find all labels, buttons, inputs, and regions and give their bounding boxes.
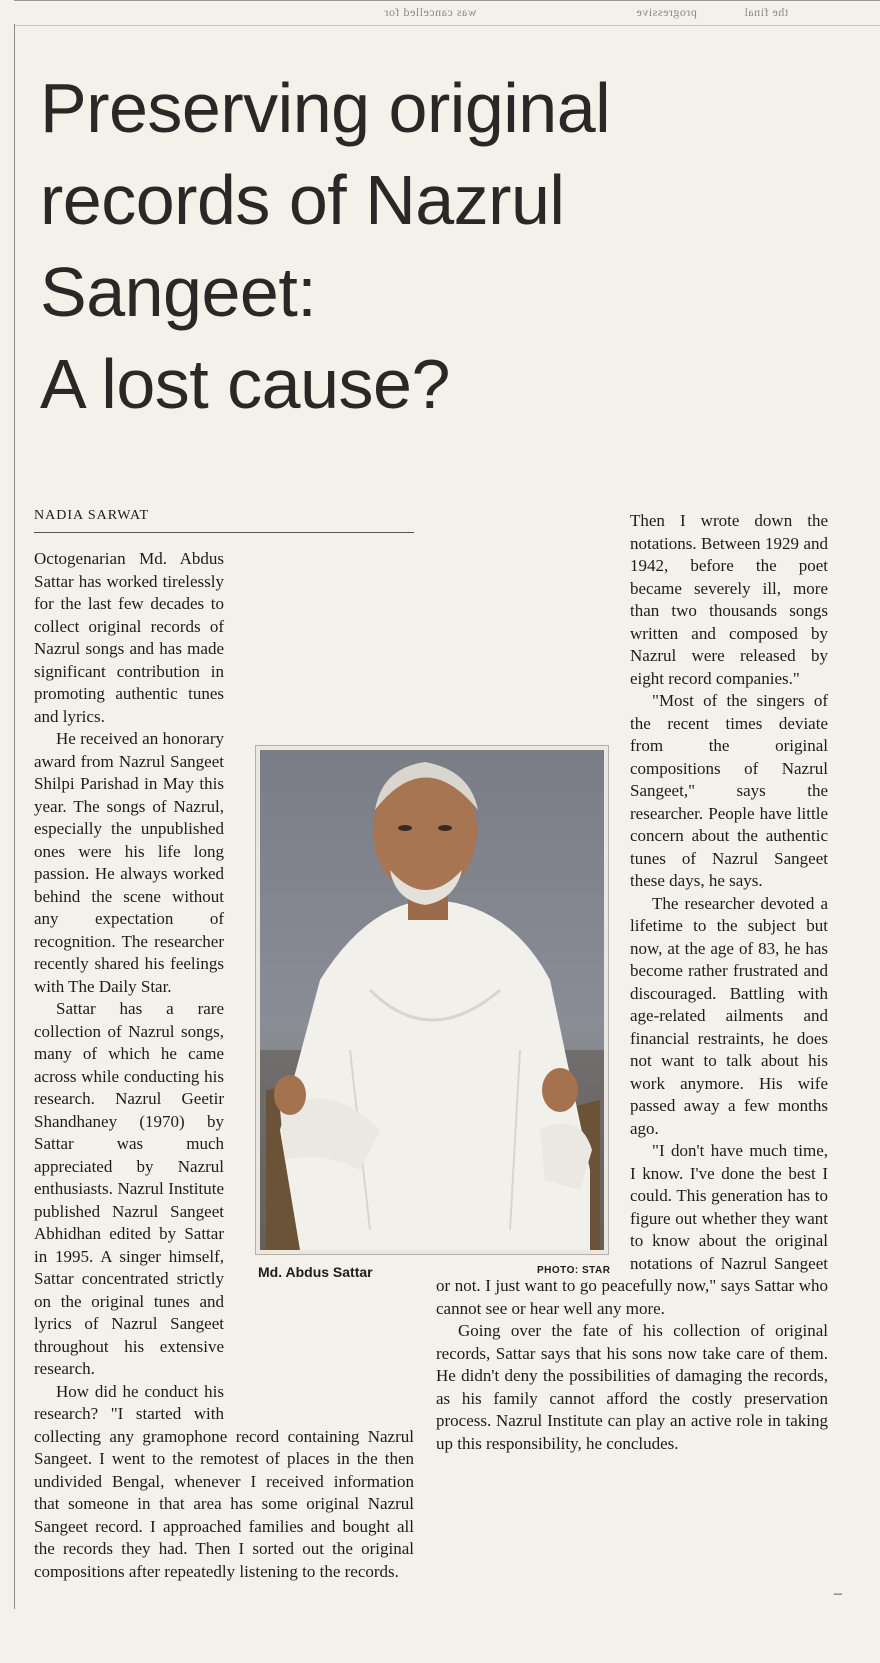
headline-line: records of Nazrul (40, 161, 565, 239)
paragraph: He received an honorary award from Nazrul Sangeet Shilpi Parishad in May this year. The songs of Nazrul, especially the unpublished ones were his life long passion. He always worked behind the scene without any expectation of recognition. The researcher recently shared his feelings with The Daily Star. (34, 729, 224, 996)
photo-caption: Md. Abdus Sattar (258, 1264, 373, 1280)
bleed-through-text: was cancelled for (384, 5, 477, 19)
paragraph: "Most of the singers of the recent times deviate from the original compositions of Nazrul Sangeet," says the researcher. People have little concern about the authentic tunes of Nazrul Sangeet these days, he says. (630, 691, 828, 890)
portrait-illustration (260, 750, 604, 1250)
paragraph: Then I wrote down the notations. Between 1929 and 1942, before the poet became severely ill, more than two thousands songs written and composed by Nazrul were released by eight record companies." (630, 511, 828, 688)
byline: NADIA SARWAT (34, 508, 414, 533)
paragraph: Octogenarian Md. Abdus Sattar has worked tirelessly for the last few decades to collect original records of Nazrul songs and has made significant contribution in promoting authentic tunes and lyrics. (34, 549, 224, 726)
headline-line: Sangeet: (40, 253, 317, 331)
bleed-through-strip (14, 0, 880, 26)
end-mark: – (834, 1585, 842, 1602)
photo-credit: PHOTO: STAR (537, 1265, 611, 1276)
paragraph: How did he conduct his research? "I started with collecting any gramophone record containing Nazrul Sangeet. I went to the remotest of places in the then undivided Bengal, whenever I received information that someone in that area has some original Nazrul Sangeet record. I approached families and bought all the records they had. Then I sorted out the original compositions after repeatedly listening to the records. (34, 1381, 414, 1581)
headline-line: Preserving original (40, 69, 611, 147)
bleed-through-text: progressive (636, 5, 697, 19)
paragraph: Going over the fate of his collection of original records, Sattar says that his sons now take care of them. He didn't deny the possibilities of damaging the records, as his family cannot afford the costly preservation process. Nazrul Institute can play an active role in taking up this responsibility, he concludes. (436, 1321, 828, 1453)
paragraph: "I don't have much time, I know. I've done the best I could. This generation has to figure out whether they want to know about the original notations of Nazrul Sangeet or not. I just want to go peacefully now," says Sattar who cannot see or hear well any more. (436, 1141, 828, 1318)
portrait-photo (255, 745, 609, 1255)
bleed-through-text: the final (744, 5, 789, 19)
column-rule (14, 24, 15, 1609)
paragraph: Sattar has a rare collection of Nazrul songs, many of which he came across while conducting his research. Nazrul Geetir Shandhaney (1970) by Sattar was much appreciated by Nazrul enthusiasts. Nazrul Institute published Nazrul Sangeet Abhidhan edited by Sattar in 1995. A singer himself, Sattar concentrated strictly on the original tunes and lyrics of Nazrul Sangeet throughout his extensive research. (34, 999, 224, 1378)
headline-line: A lost cause? (40, 345, 450, 423)
headline (40, 62, 840, 430)
paragraph: The researcher devoted a lifetime to the subject but now, at the age of 83, he has become rather frustrated and discouraged. Battling with age-related ailments and financial restraints, he does not want to talk about his work anymore. His wife passed away a few months ago. (630, 893, 828, 1138)
